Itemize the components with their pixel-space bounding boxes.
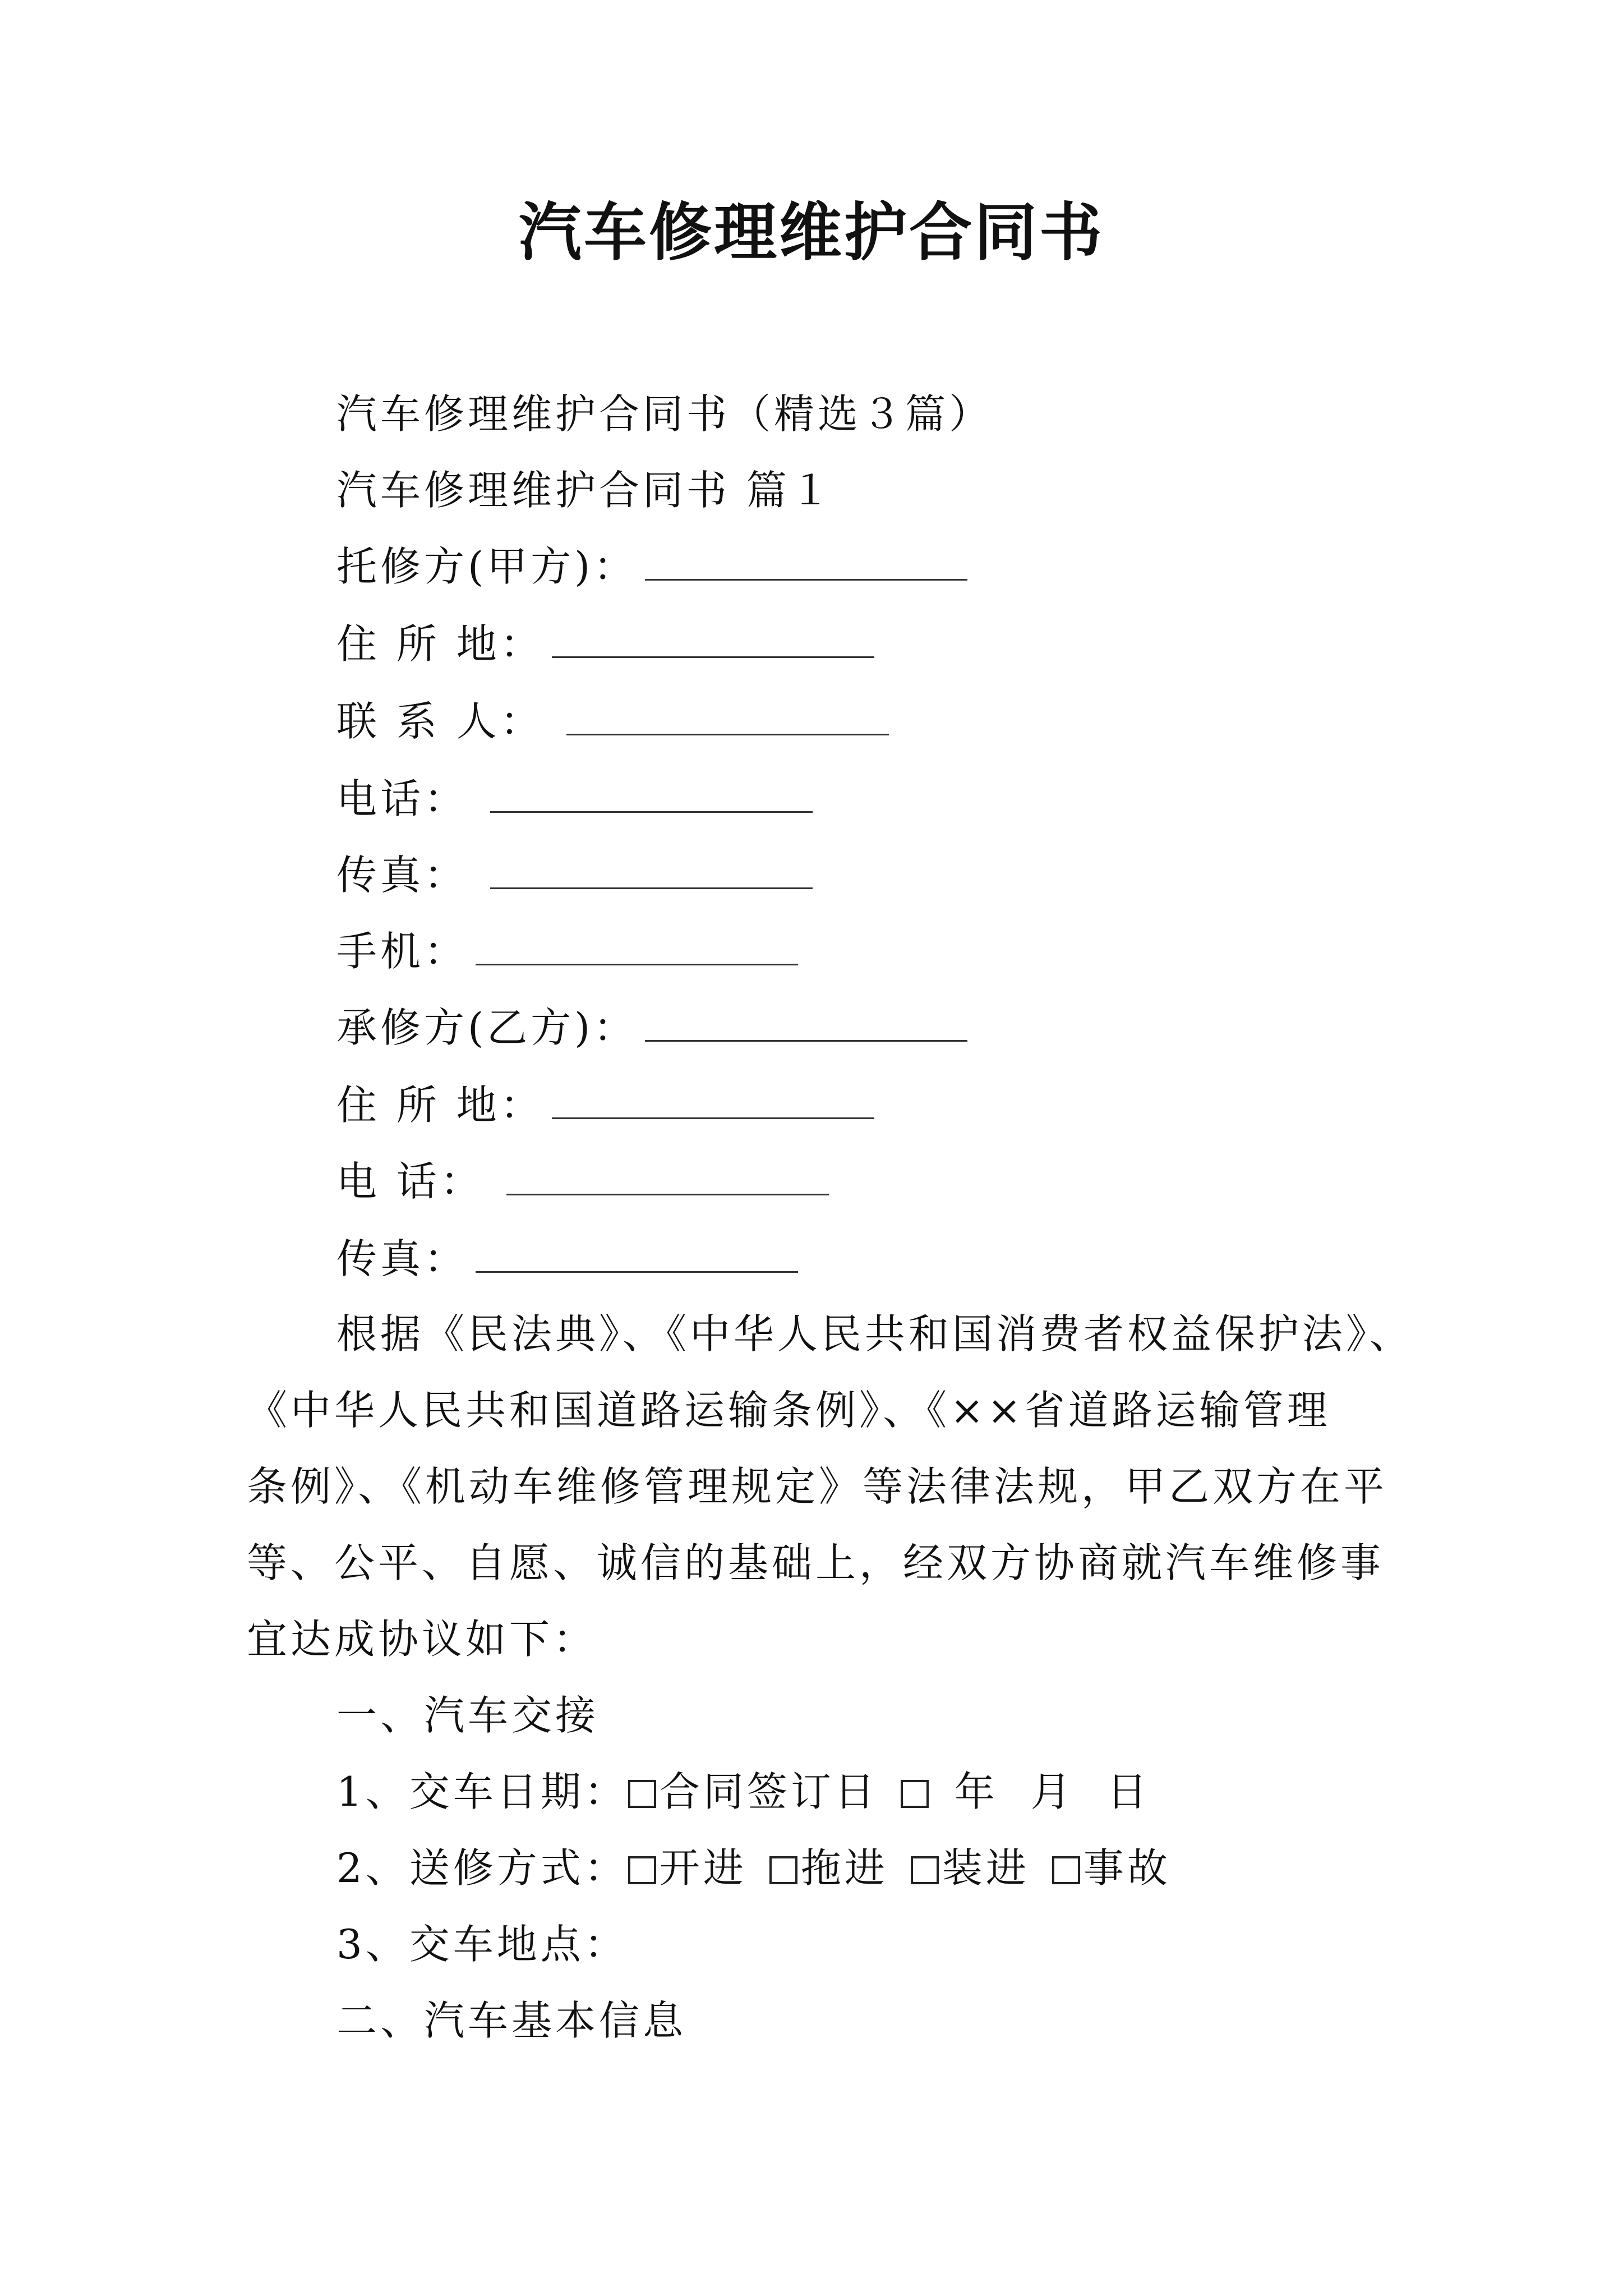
checkbox-tow-in[interactable]	[769, 1856, 797, 1884]
option-load-in: 装进	[942, 1844, 1030, 1892]
option-drive-in: 开进	[659, 1844, 747, 1892]
checkbox-specific-date[interactable]	[901, 1780, 929, 1808]
party-a-contact-row	[336, 694, 889, 748]
party-a-mobile-blank[interactable]	[476, 930, 798, 965]
party-a-contact-blank[interactable]	[566, 700, 889, 735]
party-a-row	[336, 540, 967, 593]
party-a-mobile-label: 手机：	[336, 928, 468, 975]
document-subtitle: 汽车修理维护合同书（精选３篇）	[336, 390, 993, 438]
party-a-fax-label: 传真：	[336, 852, 468, 899]
preamble-line-3: 条例》、《机动车维修管理规定》等法律法规，甲乙双方在平	[247, 1463, 1388, 1510]
document-title: 汽车修理维护合同书	[519, 196, 1104, 269]
party-b-address-blank[interactable]	[552, 1084, 874, 1119]
party-a-label: 托修方(甲方)：	[336, 543, 638, 590]
preamble-line-1: 根据《民法典》、《中华人民共和国消费者权益保护法》、	[336, 1310, 1414, 1358]
delivery-date-row	[336, 1765, 1150, 1819]
section1-heading: 一、汽车交接	[336, 1692, 600, 1739]
checkbox-load-in[interactable]	[911, 1856, 939, 1884]
party-b-address-label: 住 所 地：	[336, 1082, 544, 1129]
party-b-phone-row	[336, 1154, 829, 1208]
party-a-address-row	[336, 617, 874, 671]
party-a-phone-label: 电话：	[336, 775, 468, 822]
party-b-row	[336, 1001, 967, 1055]
party-b-address-row	[336, 1078, 874, 1132]
delivery-location-row	[336, 1917, 628, 1971]
checkbox-accident[interactable]	[1052, 1856, 1080, 1884]
party-a-blank[interactable]	[645, 545, 967, 581]
delivery-date-ymd: 年 月 日	[954, 1768, 1151, 1815]
party-b-blank[interactable]	[645, 1006, 967, 1042]
party-a-address-blank[interactable]	[552, 623, 874, 658]
party-a-phone-row	[336, 772, 813, 826]
party-b-fax-row	[336, 1232, 798, 1286]
delivery-date-label: 1、交车日期：	[336, 1768, 628, 1815]
delivery-method-row	[336, 1841, 1171, 1895]
section-heading: 汽车修理维护合同书 篇１	[336, 467, 834, 514]
section2-heading: 二、汽车基本信息	[336, 1997, 687, 2044]
preamble-line-4: 等、公平、自愿、诚信的基础上，经双方协商就汽车维修事	[247, 1539, 1385, 1586]
delivery-method-label: 2、送修方式：	[336, 1844, 628, 1892]
party-a-fax-blank[interactable]	[490, 854, 813, 889]
option-accident: 事故	[1083, 1844, 1171, 1892]
party-a-phone-blank[interactable]	[490, 777, 813, 813]
checkbox-drive-in[interactable]	[628, 1856, 656, 1884]
party-a-address-label: 住 所 地：	[336, 620, 544, 668]
party-b-label: 承修方(乙方)：	[336, 1004, 638, 1051]
party-b-phone-label: 电 话：	[336, 1158, 484, 1205]
preamble-line-2: 《中华人民共和国道路运输条例》、《××省道路运输管理	[247, 1387, 1331, 1434]
party-b-fax-label: 传真：	[336, 1235, 468, 1282]
option-tow-in: 拖进	[800, 1844, 888, 1892]
party-b-phone-blank[interactable]	[506, 1160, 829, 1195]
delivery-location-label: 3、交车地点：	[336, 1921, 628, 1968]
checkbox-contract-date[interactable]	[628, 1780, 656, 1808]
party-a-fax-row	[336, 848, 813, 902]
party-a-mobile-row	[336, 924, 798, 978]
preamble-line-5: 宜达成协议如下：	[247, 1616, 597, 1663]
party-a-contact-label: 联 系 人：	[336, 698, 544, 745]
delivery-date-option-contract: 合同签订日	[659, 1768, 878, 1815]
party-b-fax-blank[interactable]	[476, 1237, 798, 1273]
